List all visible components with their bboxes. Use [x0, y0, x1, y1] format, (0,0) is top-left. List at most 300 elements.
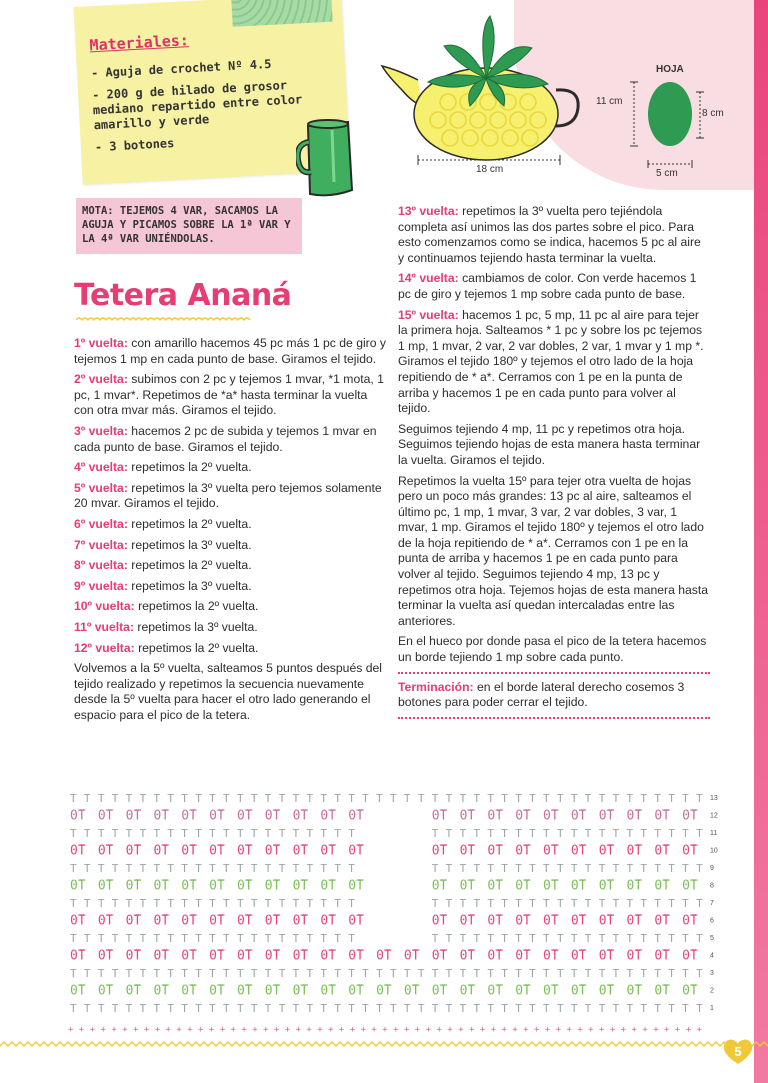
mvar-stitch-symbol: T — [640, 897, 648, 910]
mota-stitch-symbol: 0̃T — [543, 878, 559, 894]
mvar-stitch-symbol: T — [292, 792, 300, 805]
mvar-stitch-symbol: T — [390, 967, 397, 980]
mvar-stitch-symbol: T — [640, 792, 648, 805]
mota-stitch-symbol: 0̃T — [292, 913, 309, 929]
mvar-stitch-symbol: T — [70, 1002, 77, 1015]
mvar-stitch-symbol: T — [403, 792, 411, 805]
mvar-stitch-symbol: T — [473, 862, 481, 875]
row-text: con amarillo hacemos 45 pc más 1 pc de giro y tejemos 1 mp en cada punto de base. Giramos el tejido. — [74, 336, 386, 366]
mvar-stitch-symbol: T — [640, 862, 648, 875]
mota-stitch-symbol: 0̃T — [209, 913, 225, 929]
mvar-stitch-symbol: T — [70, 897, 77, 910]
mvar-stitch-symbol: T — [111, 967, 119, 980]
mota-stitch-symbol: 0̃T — [626, 878, 643, 894]
mota-stitch-symbol: 0̃T — [209, 878, 225, 894]
mvar-stitch-symbol: T — [181, 792, 188, 805]
mvar-stitch-symbol: T — [153, 967, 161, 980]
mota-stitch-symbol: 0̃T — [459, 808, 476, 824]
mota-stitch-symbol: 0̃T — [70, 913, 86, 929]
mvar-stitch-symbol: T — [153, 827, 161, 840]
mvar-stitch-symbol: T — [97, 792, 105, 805]
mota-stitch-symbol: 0̃T — [97, 843, 114, 859]
chart-row-number: 6 — [710, 917, 714, 925]
mvar-stitch-symbol: T — [348, 792, 355, 805]
chart-row-number: 12 — [710, 812, 718, 820]
mota-stitch-symbol: 0̃T — [181, 878, 197, 894]
mvar-stitch-symbol: T — [209, 932, 216, 945]
leaf-diagram — [604, 80, 724, 170]
mvar-stitch-symbol: T — [139, 862, 147, 875]
row-text: repetimos la 3º vuelta pero tejemos solamente 20 mvar. Giramos el tejido. — [74, 480, 382, 511]
mvar-stitch-symbol: T — [320, 862, 328, 875]
mvar-stitch-symbol: T — [320, 897, 328, 910]
row-instruction — [398, 308, 710, 417]
mvar-stitch-symbol: T — [501, 897, 508, 910]
closing-paragraph: Volvemos a la 5º vuelta, salteamos 5 puntos después del tejido realizado y repetimos la secuencia nuevamente desde la 5º vuelta para hacer el otro lado generando el espacio para el pico de la tetera. — [74, 661, 382, 722]
mvar-stitch-symbol: T — [487, 1002, 495, 1015]
mvar-stitch-symbol: T — [626, 827, 634, 840]
mota-stitch-symbol: 0̃T — [487, 878, 504, 894]
mvar-stitch-symbol: T — [83, 792, 91, 805]
mvar-stitch-symbol: T — [640, 827, 648, 840]
mota-stitch-symbol: 0̃T — [292, 948, 309, 964]
mvar-stitch-symbol: T — [181, 1002, 188, 1015]
mvar-stitch-symbol: T — [181, 932, 188, 945]
mvar-stitch-symbol: T — [529, 932, 536, 945]
mvar-stitch-symbol: T — [598, 827, 606, 840]
mvar-stitch-symbol: T — [626, 932, 634, 945]
mvar-stitch-symbol: T — [570, 1002, 578, 1015]
row-label: 3º vuelta: — [74, 423, 128, 438]
mvar-stitch-symbol: T — [529, 862, 536, 875]
row-label: 10º vuelta: — [74, 599, 135, 614]
mvar-stitch-symbol: T — [431, 862, 439, 875]
mota-stitch-symbol: 0̃T — [292, 843, 309, 859]
mota-stitch-symbol: 0̃T — [236, 843, 253, 859]
mota-stitch-symbol: 0̃T — [570, 948, 587, 964]
mvar-stitch-symbol: T — [570, 897, 578, 910]
mvar-stitch-symbol: T — [654, 932, 661, 945]
mvar-stitch-symbol: T — [626, 967, 634, 980]
mvar-stitch-symbol: T — [236, 967, 244, 980]
mvar-stitch-symbol: T — [515, 967, 522, 980]
mvar-stitch-symbol: T — [473, 827, 481, 840]
mvar-stitch-symbol: T — [195, 897, 202, 910]
mvar-stitch-symbol: T — [626, 897, 634, 910]
mota-stitch-symbol: 0̃T — [320, 948, 337, 964]
mota-stitch-symbol: 0̃T — [570, 913, 587, 929]
mota-stitch-symbol: 0̃T — [515, 983, 531, 999]
row-label: 8º vuelta: — [74, 558, 128, 573]
mota-stitch-symbol: 0̃T — [431, 808, 448, 824]
mvar-stitch-symbol: T — [612, 967, 620, 980]
row-instruction — [74, 558, 386, 574]
termination-paragraph — [398, 680, 710, 711]
mvar-stitch-symbol: T — [223, 897, 230, 910]
mvar-stitch-symbol: T — [167, 862, 175, 875]
mvar-stitch-symbol: T — [445, 792, 453, 805]
mvar-stitch-symbol: T — [195, 827, 202, 840]
mota-stitch-symbol: 0̃T — [97, 948, 114, 964]
mota-stitch-symbol: 0̃T — [97, 878, 114, 894]
mvar-stitch-symbol: T — [515, 897, 522, 910]
mvar-stitch-symbol: T — [501, 792, 508, 805]
mvar-stitch-symbol: T — [584, 932, 592, 945]
mvar-stitch-symbol: T — [612, 862, 620, 875]
mvar-stitch-symbol: T — [668, 827, 675, 840]
mota-stitch-symbol: 0̃T — [682, 913, 698, 929]
mvar-stitch-symbol: T — [501, 827, 508, 840]
mota-stitch-symbol: 0̃T — [153, 913, 170, 929]
row-instruction — [74, 620, 386, 636]
mvar-stitch-symbol: T — [348, 1002, 355, 1015]
mvar-stitch-symbol: T — [209, 792, 216, 805]
mvar-stitch-symbol: T — [515, 1002, 522, 1015]
mota-stitch-symbol: 0̃T — [125, 948, 142, 964]
mvar-stitch-symbol: T — [682, 967, 689, 980]
mvar-stitch-symbol: T — [209, 862, 216, 875]
mvar-stitch-symbol: T — [306, 967, 314, 980]
mvar-stitch-symbol: T — [696, 792, 703, 805]
mvar-stitch-symbol: T — [431, 792, 439, 805]
mvar-stitch-symbol: T — [654, 827, 661, 840]
mvar-stitch-symbol: T — [111, 897, 119, 910]
mota-stitch-symbol: 0̃T — [70, 878, 86, 894]
mvar-stitch-symbol: T — [682, 827, 689, 840]
mvar-stitch-symbol: T — [306, 897, 314, 910]
mvar-stitch-symbol: T — [250, 967, 258, 980]
mvar-stitch-symbol: T — [543, 932, 550, 945]
mota-stitch-symbol: 0̃T — [515, 913, 531, 929]
mota-stitch-symbol: 0̃T — [292, 983, 309, 999]
mota-stitch-symbol: 0̃T — [376, 948, 392, 964]
mvar-stitch-symbol: T — [445, 862, 453, 875]
instructions-left-column — [74, 336, 386, 728]
mvar-stitch-symbol: T — [195, 862, 202, 875]
chart-row — [70, 827, 717, 840]
mvar-stitch-symbol: T — [70, 932, 77, 945]
mota-stitch-symbol: 0̃T — [70, 948, 86, 964]
mvar-stitch-symbol: T — [473, 967, 481, 980]
mota-stitch-symbol: 0̃T — [570, 983, 587, 999]
mvar-stitch-symbol: T — [97, 967, 105, 980]
mota-stitch-symbol: 0̃T — [181, 843, 197, 859]
mvar-stitch-symbol: T — [139, 932, 147, 945]
mota-stitch-symbol: 0̃T — [431, 983, 448, 999]
mvar-stitch-symbol: T — [153, 897, 161, 910]
mota-stitch-symbol: 0̃T — [320, 878, 337, 894]
mvar-stitch-symbol: T — [278, 1002, 286, 1015]
mota-stitch-symbol: 0̃T — [181, 983, 197, 999]
mota-stitch-symbol: 0̃T — [431, 878, 448, 894]
materials-item: - Aguja de crochet Nº 4.5 — [90, 56, 272, 81]
mvar-stitch-symbol: T — [431, 967, 439, 980]
mvar-stitch-symbol: T — [223, 862, 230, 875]
mvar-stitch-symbol: T — [195, 1002, 202, 1015]
mvar-stitch-symbol: T — [529, 792, 536, 805]
mota-stitch-symbol: 0̃T — [348, 913, 364, 929]
mvar-stitch-symbol: T — [139, 1002, 147, 1015]
mvar-stitch-symbol: T — [292, 967, 300, 980]
mvar-stitch-symbol: T — [167, 897, 175, 910]
mvar-stitch-symbol: T — [598, 1002, 606, 1015]
mvar-stitch-symbol: T — [570, 862, 578, 875]
leaf-title: HOJA — [656, 64, 684, 75]
mvar-stitch-symbol: T — [376, 967, 383, 980]
mvar-stitch-symbol: T — [167, 967, 175, 980]
mota-stitch-symbol: 0̃T — [236, 808, 253, 824]
mvar-stitch-symbol: T — [682, 897, 689, 910]
mvar-stitch-symbol: T — [348, 862, 355, 875]
mvar-stitch-symbol: T — [668, 792, 675, 805]
mota-stitch-symbol: 0̃T — [598, 878, 615, 894]
chart-row — [70, 809, 718, 824]
mota-stitch-symbol: 0̃T — [264, 843, 281, 859]
mvar-stitch-symbol: T — [556, 792, 564, 805]
mvar-stitch-symbol: T — [487, 932, 495, 945]
mvar-stitch-symbol: T — [334, 1002, 341, 1015]
mvar-stitch-symbol: T — [153, 932, 161, 945]
mvar-stitch-symbol: T — [626, 1002, 634, 1015]
mvar-stitch-symbol: T — [125, 932, 133, 945]
mota-stitch-symbol: 0̃T — [125, 878, 142, 894]
mvar-stitch-symbol: T — [181, 827, 188, 840]
row-label: 4º vuelta: — [74, 460, 128, 475]
row-label: 11º vuelta: — [74, 619, 135, 634]
mota-stitch-symbol: 0̃T — [292, 878, 309, 894]
mvar-stitch-symbol: T — [125, 1002, 133, 1015]
mvar-stitch-symbol: T — [654, 897, 661, 910]
mvar-stitch-symbol: T — [459, 932, 467, 945]
chart-row-number: 11 — [710, 830, 718, 837]
row-instruction — [74, 517, 386, 533]
mota-stitch-symbol: 0̃T — [236, 913, 253, 929]
mvar-stitch-symbol: T — [431, 1002, 439, 1015]
row-text: repetimos la 2º vuelta. — [134, 599, 259, 614]
mota-stitch-symbol: 0̃T — [264, 983, 281, 999]
mota-stitch-symbol: 0̃T — [487, 913, 504, 929]
mvar-stitch-symbol: T — [250, 862, 258, 875]
mvar-stitch-symbol: T — [348, 827, 355, 840]
mvar-stitch-symbol: T — [236, 862, 244, 875]
materials-title: Materiales: — [89, 31, 190, 55]
mvar-stitch-symbol: T — [445, 932, 453, 945]
row-instruction — [74, 599, 386, 615]
mvar-stitch-symbol: T — [362, 1002, 369, 1015]
mvar-stitch-symbol: T — [278, 932, 286, 945]
termination-label: Terminación: — [398, 679, 474, 694]
mvar-stitch-symbol: T — [543, 1002, 550, 1015]
mvar-stitch-symbol: T — [264, 1002, 272, 1015]
mota-stitch-symbol: 0̃T — [543, 983, 559, 999]
mvar-stitch-symbol: T — [167, 827, 175, 840]
mvar-stitch-symbol: T — [431, 827, 439, 840]
row-text: repetimos la 3º vuelta. — [127, 537, 252, 552]
mvar-stitch-symbol: T — [278, 897, 286, 910]
chart-row — [70, 844, 718, 859]
mvar-stitch-symbol: T — [487, 967, 495, 980]
mota-stitch-symbol: 0̃T — [348, 808, 364, 824]
mvar-stitch-symbol: T — [139, 897, 147, 910]
mota-stitch-symbol: 0̃T — [543, 843, 559, 859]
mvar-stitch-symbol: T — [236, 827, 244, 840]
mvar-stitch-symbol: T — [264, 862, 272, 875]
mota-stitch-symbol: 0̃T — [598, 808, 615, 824]
row-text: repetimos la 3º vuelta. — [127, 578, 252, 593]
row-label: 12º vuelta: — [74, 640, 135, 655]
mvar-stitch-symbol: T — [445, 897, 453, 910]
mvar-stitch-symbol: T — [570, 967, 578, 980]
mvar-stitch-symbol: T — [529, 1002, 536, 1015]
mvar-stitch-symbol: T — [668, 967, 675, 980]
green-mug-illustration — [296, 118, 366, 200]
mota-stitch-symbol: 0̃T — [153, 808, 170, 824]
mvar-stitch-symbol: T — [570, 932, 578, 945]
mota-stitch-symbol: 0̃T — [682, 843, 698, 859]
mvar-stitch-symbol: T — [584, 1002, 592, 1015]
mvar-stitch-symbol: T — [97, 862, 105, 875]
mvar-stitch-symbol: T — [501, 967, 508, 980]
mvar-stitch-symbol: T — [153, 862, 161, 875]
mota-stitch-symbol: 0̃T — [598, 843, 615, 859]
mvar-stitch-symbol: T — [640, 1002, 648, 1015]
mvar-stitch-symbol: T — [320, 792, 328, 805]
mota-stitch-symbol: 0̃T — [236, 983, 253, 999]
materials-item: - 200 g de hilado de grosor mediano repartido entre color amarillo y verde — [91, 78, 303, 133]
mota-stitch-symbol: 0̃T — [125, 808, 142, 824]
paragraph: Repetimos la vuelta 15º para tejer otra vuelta de hojas pero un poco más grandes: 13 pc al aire, salteamos el último pc, 1 mp, 1 mvar, 3 var, 2 var dobles, 3 var, 1 mvar, 1 mp. Giramos el tejido 180º y tejemos el otro lado de la hoja repitiendo de * a*. Cerramos con 1 pe en la punta de arriba y hacemos 1 pe en cada punto para volver al tejido. Seguimos tejiendo 4 mp, 13 pc y repetimos otra hoja. Tejemos hojas de esta manera hasta terminar la vuelta así quedan intercaladas entre las anteriores. — [398, 473, 709, 628]
mota-stitch-symbol: 0̃T — [515, 948, 531, 964]
mvar-stitch-symbol: T — [696, 967, 703, 980]
mvar-stitch-symbol: T — [459, 1002, 467, 1015]
row-text: repetimos la 2º vuelta. — [127, 558, 252, 573]
row-instruction — [74, 372, 386, 419]
mvar-stitch-symbol: T — [83, 967, 91, 980]
mvar-stitch-symbol: T — [236, 897, 244, 910]
chart-row-number: 2 — [710, 987, 714, 995]
mota-stitch-symbol: 0̃T — [70, 983, 86, 999]
mvar-stitch-symbol: T — [334, 827, 341, 840]
mvar-stitch-symbol: T — [278, 792, 286, 805]
mvar-stitch-symbol: T — [306, 932, 314, 945]
row-instruction — [74, 538, 386, 554]
mota-stitch-symbol: 0̃T — [209, 843, 225, 859]
mvar-stitch-symbol: T — [153, 792, 161, 805]
mota-stitch-symbol: 0̃T — [570, 878, 587, 894]
mvar-stitch-symbol: T — [612, 792, 620, 805]
row-label: 2º vuelta: — [74, 372, 128, 387]
page-title: Tetera Ananá — [74, 278, 292, 313]
leaf-width-label: 5 cm — [656, 168, 678, 179]
mvar-stitch-symbol: T — [306, 1002, 314, 1015]
mvar-stitch-symbol: T — [236, 1002, 244, 1015]
mvar-stitch-symbol: T — [529, 827, 536, 840]
mvar-stitch-symbol: T — [515, 862, 522, 875]
dotted-divider — [398, 672, 710, 674]
mvar-stitch-symbol: T — [390, 1002, 397, 1015]
mvar-stitch-symbol: T — [236, 792, 244, 805]
mvar-stitch-symbol: T — [556, 897, 564, 910]
page-number: 5 — [734, 1044, 742, 1059]
mota-stitch-symbol: 0̃T — [543, 948, 559, 964]
mvar-stitch-symbol: T — [668, 897, 675, 910]
mota-stitch-symbol: 0̃T — [264, 808, 281, 824]
mvar-stitch-symbol: T — [250, 1002, 258, 1015]
mvar-stitch-symbol: T — [431, 897, 439, 910]
chart-row-number: 5 — [710, 935, 714, 942]
mvar-stitch-symbol: T — [445, 967, 453, 980]
mvar-stitch-symbol: T — [83, 897, 91, 910]
chart-row — [70, 932, 714, 945]
chart-row-number: 13 — [710, 795, 718, 802]
termination-text: en el borde lateral derecho cosemos 3 botones para poder cerrar el tejido. — [398, 679, 685, 710]
mota-stitch-symbol: 0̃T — [348, 878, 364, 894]
row-instruction — [74, 424, 386, 455]
mvar-stitch-symbol: T — [459, 897, 467, 910]
mvar-stitch-symbol: T — [209, 897, 216, 910]
mvar-stitch-symbol: T — [543, 827, 550, 840]
mvar-stitch-symbol: T — [584, 967, 592, 980]
mota-stitch-symbol: 0̃T — [209, 983, 225, 999]
mvar-stitch-symbol: T — [306, 792, 314, 805]
chart-row — [70, 1002, 714, 1015]
row-instruction — [398, 204, 710, 266]
mvar-stitch-symbol: T — [195, 967, 202, 980]
mvar-stitch-symbol: T — [584, 792, 592, 805]
mota-stitch-symbol: 0̃T — [654, 843, 671, 859]
mota-stitch-symbol: 0̃T — [153, 948, 170, 964]
mvar-stitch-symbol: T — [362, 792, 369, 805]
mvar-stitch-symbol: T — [543, 897, 550, 910]
chart-row — [70, 792, 718, 805]
mota-stitch-symbol: 0̃T — [236, 878, 253, 894]
mvar-stitch-symbol: T — [348, 932, 355, 945]
mota-stitch-symbol: 0̃T — [654, 948, 671, 964]
mota-stitch-symbol: 0̃T — [543, 808, 559, 824]
mvar-stitch-symbol: T — [264, 827, 272, 840]
mvar-stitch-symbol: T — [626, 862, 634, 875]
mota-stitch-symbol: 0̃T — [654, 913, 671, 929]
mvar-stitch-symbol: T — [70, 827, 77, 840]
mota-stitch-symbol: 0̃T — [320, 808, 337, 824]
mvar-stitch-symbol: T — [306, 862, 314, 875]
mvar-stitch-symbol: T — [306, 827, 314, 840]
row-instruction — [398, 271, 710, 302]
mota-stitch-symbol: 0̃T — [348, 983, 364, 999]
mvar-stitch-symbol: T — [696, 862, 703, 875]
mota-stitch-symbol: 0̃T — [264, 878, 281, 894]
mota-stitch-symbol: 0̃T — [97, 808, 114, 824]
mota-stitch-symbol: 0̃T — [125, 983, 142, 999]
mota-stitch-symbol: 0̃T — [320, 983, 337, 999]
mvar-stitch-symbol: T — [139, 827, 147, 840]
leaf-height-inner-label: 8 cm — [702, 108, 724, 119]
mota-stitch-symbol: 0̃T — [264, 913, 281, 929]
mvar-stitch-symbol: T — [167, 792, 175, 805]
mvar-stitch-symbol: T — [264, 897, 272, 910]
mvar-stitch-symbol: T — [111, 932, 119, 945]
mvar-stitch-symbol: T — [556, 862, 564, 875]
footer-zigzag — [0, 1040, 768, 1052]
mota-stitch-symbol: 0̃T — [125, 843, 142, 859]
mvar-stitch-symbol: T — [97, 1002, 105, 1015]
mvar-stitch-symbol: T — [473, 932, 481, 945]
mvar-stitch-symbol: T — [668, 862, 675, 875]
mvar-stitch-symbol: T — [696, 932, 703, 945]
mvar-stitch-symbol: T — [487, 862, 495, 875]
row-label: 14º vuelta: — [398, 271, 459, 286]
mvar-stitch-symbol: T — [696, 827, 703, 840]
